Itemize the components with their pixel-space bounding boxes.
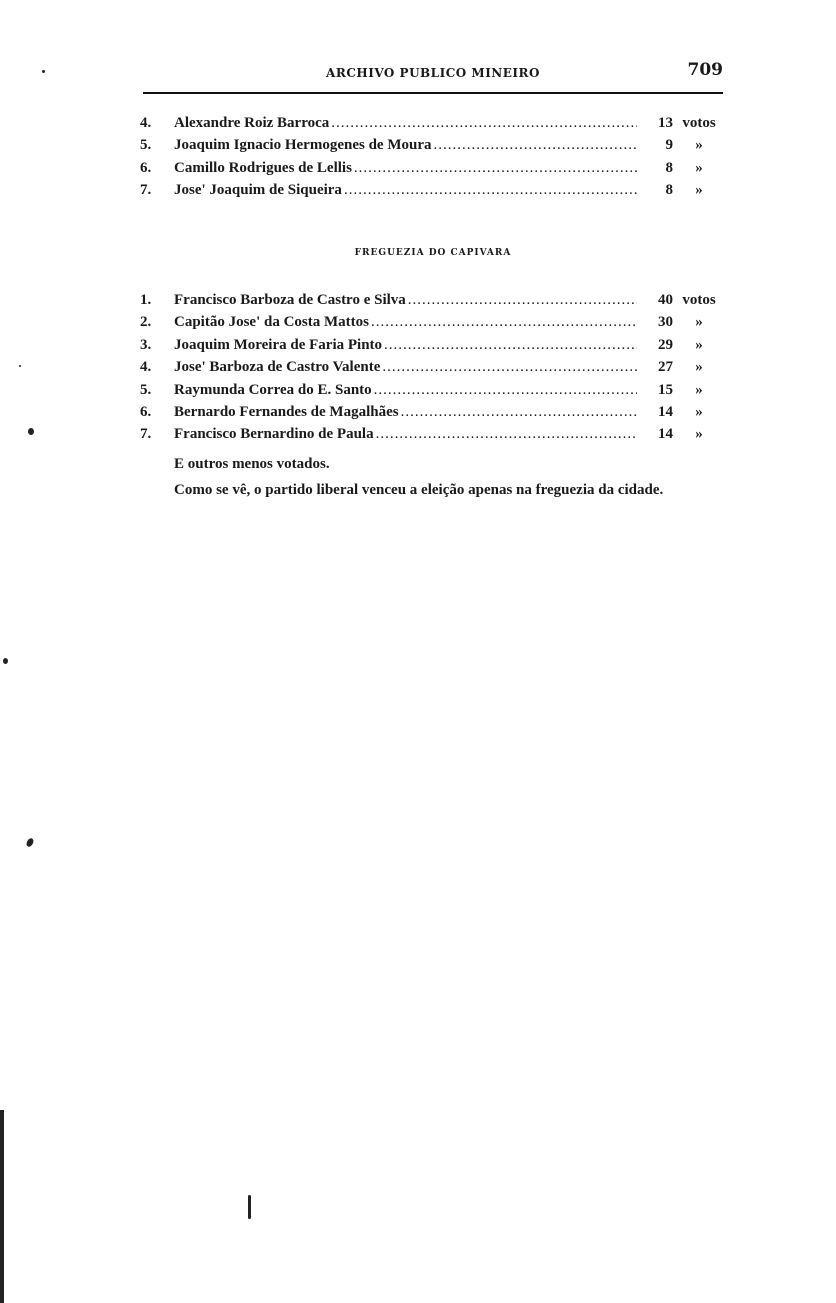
dot-leader — [371, 314, 637, 331]
scan-speck — [42, 70, 45, 73]
vote-unit: » — [695, 336, 703, 353]
vote-unit: » — [695, 359, 703, 376]
dot-leader — [376, 426, 637, 443]
item-number: 7. — [140, 182, 152, 199]
item-number: 5. — [140, 381, 152, 398]
candidate-name: Joaquim Moreira de Faria Pinto — [174, 336, 383, 353]
list-item — [140, 426, 725, 448]
item-number: 1. — [140, 292, 152, 308]
vote-unit: votos — [682, 115, 716, 131]
running-title: ARCHIVO PUBLICO MINEIRO — [326, 66, 540, 80]
section-title: FREGUEZIA DO CAPIVARA — [354, 248, 512, 258]
body-paragraph: Como se vê, o partido liberal venceu a eleição apenas na freguezia da cidade. — [174, 482, 664, 498]
list-item — [140, 137, 725, 159]
candidate-name: Alexandre Roiz Barroca — [174, 115, 330, 131]
list-item — [140, 382, 725, 404]
scan-speck — [3, 658, 8, 664]
item-number: 6. — [140, 159, 152, 176]
vote-unit: votos — [682, 292, 716, 308]
vote-unit: » — [695, 137, 703, 154]
list-item — [140, 314, 725, 336]
vote-count: 29 — [658, 336, 673, 353]
candidate-name: Capitão Jose' da Costa Mattos — [174, 314, 369, 331]
dot-leader — [331, 115, 637, 132]
list-item — [140, 404, 725, 426]
candidate-name: Jose' Barboza de Castro Valente — [174, 359, 381, 376]
vote-unit: » — [695, 182, 703, 199]
page-number: 709 — [687, 60, 723, 80]
item-number: 4. — [140, 359, 152, 376]
item-number: 6. — [140, 403, 152, 420]
vote-unit: » — [695, 381, 703, 398]
dot-leader — [382, 359, 637, 376]
candidate-name: Joaquim Ignacio Hermogenes de Moura — [174, 137, 432, 154]
dot-leader — [401, 404, 637, 421]
dot-leader — [408, 292, 637, 309]
item-number: 5. — [140, 137, 152, 154]
vote-count: 14 — [658, 403, 673, 420]
list-item — [140, 160, 725, 182]
dot-leader — [344, 182, 637, 199]
dot-leader — [354, 160, 637, 177]
vote-unit: » — [695, 314, 703, 331]
scan-edge — [0, 1110, 4, 1303]
candidate-name: Bernardo Fernandes de Magalhães — [174, 403, 399, 420]
header-rule — [143, 92, 723, 94]
item-number: 4. — [140, 115, 152, 131]
vote-list-1 — [140, 115, 725, 205]
vote-list-2 — [140, 292, 725, 449]
vote-count: 40 — [658, 292, 673, 308]
candidate-name: Camillo Rodrigues de Lellis — [174, 159, 352, 176]
candidate-name: Raymunda Correa do E. Santo — [174, 381, 372, 398]
vote-count: 14 — [658, 426, 673, 443]
vote-count: 13 — [658, 115, 673, 131]
list-item — [140, 182, 725, 204]
list-item — [140, 337, 725, 359]
dot-leader — [384, 337, 637, 354]
list-item — [140, 359, 725, 381]
list-item — [140, 115, 725, 137]
vote-count: 27 — [658, 359, 673, 376]
scan-speck — [25, 837, 35, 848]
vote-count: 8 — [665, 182, 673, 199]
item-number: 2. — [140, 314, 152, 331]
scan-speck — [19, 365, 21, 367]
vote-count: 15 — [658, 381, 673, 398]
vote-count: 8 — [665, 159, 673, 176]
list-item — [140, 292, 725, 314]
vote-count: 9 — [665, 137, 673, 154]
page-header — [143, 58, 723, 88]
scan-speck — [248, 1195, 251, 1219]
vote-unit: » — [695, 426, 703, 443]
item-number: 7. — [140, 426, 152, 443]
vote-unit: » — [695, 403, 703, 420]
candidate-name: Jose' Joaquim de Siqueira — [174, 182, 342, 199]
others-note: E outros menos votados. — [174, 456, 330, 472]
vote-count: 30 — [658, 314, 673, 331]
dot-leader — [374, 382, 637, 399]
scan-speck — [28, 428, 34, 435]
item-number: 3. — [140, 336, 152, 353]
candidate-name: Francisco Barboza de Castro e Silva — [174, 292, 406, 308]
vote-unit: » — [695, 159, 703, 176]
candidate-name: Francisco Bernardino de Paula — [174, 426, 374, 443]
dot-leader — [433, 137, 637, 154]
